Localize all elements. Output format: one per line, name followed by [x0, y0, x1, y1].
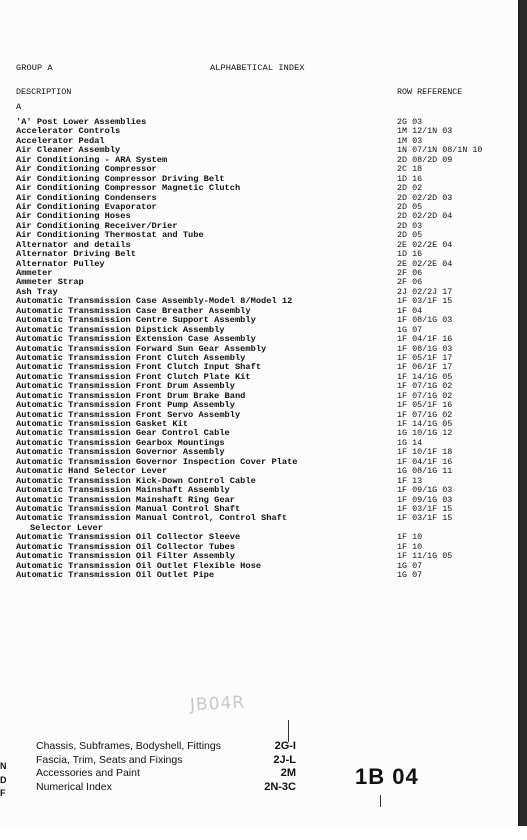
entry-row-reference: 1D 16: [397, 173, 423, 184]
margin-mark: [380, 795, 381, 807]
directory-label: Accessories and Paint: [36, 767, 140, 779]
entry-row-reference: 1F 10: [397, 541, 423, 552]
entry-description: Air Conditioning Compressor Magnetic Clutch: [16, 183, 241, 194]
entry-row-reference: 2D 03: [397, 220, 423, 231]
entry-description: Air Conditioning Hoses: [16, 211, 131, 222]
entry-description: Automatic Transmission Oil Collector Tubes: [16, 541, 235, 552]
entry-row-reference: 1M 03: [397, 135, 423, 146]
directory-row: [36, 781, 296, 795]
entry-description: Automatic Transmission Oil Filter Assembly: [16, 551, 235, 562]
entry-row-reference: 1F 11/1G 05: [397, 551, 453, 562]
directory-row: [36, 754, 296, 768]
entry-description: Automatic Transmission Centre Support Assembly: [16, 315, 256, 326]
entry-description: Automatic Transmission Oil Outlet Flexible Hose: [16, 560, 262, 571]
directory-label: Numerical Index: [36, 780, 112, 793]
entry-description: Automatic Transmission Front Clutch Input Shaft: [16, 362, 262, 373]
entry-description: Air Conditioning Evaporator: [16, 201, 157, 212]
entry-description: Automatic Hand Selector Lever: [16, 466, 168, 477]
index-row: [16, 269, 516, 278]
bottom-strip: [0, 826, 527, 840]
entry-description: Automatic Transmission Oil Outlet Pipe: [16, 570, 215, 580]
directory-row: [36, 740, 296, 754]
entry-description: Automatic Transmission Forward Sun Gear Assembly: [16, 343, 267, 354]
entry-row-reference: 2F 06: [397, 277, 423, 288]
entry-row-reference: 1F 14/1G 05: [397, 371, 453, 382]
entry-description: Automatic Transmission Gasket Kit: [16, 419, 189, 429]
entry-description: Automatic Transmission Gearbox Mountings: [16, 437, 225, 448]
entry-row-reference: 2F 06: [397, 268, 423, 278]
entry-description: Accelerator Pedal: [16, 135, 105, 146]
directory-code: 2G-I: [274, 740, 296, 752]
entry-description: Alternator Pulley: [16, 258, 105, 269]
entry-row-reference: 2D 02/2D 04: [397, 211, 453, 222]
section-letter: A: [16, 102, 22, 112]
entry-description: Ammeter: [16, 268, 53, 278]
entry-description: Alternator Driving Belt: [16, 249, 136, 260]
entry-description: Automatic Transmission Case Breather Assembly: [16, 305, 251, 316]
entry-description: Automatic Transmission Front Drum Brake Band: [16, 390, 246, 401]
entry-row-reference: 2D 02: [397, 183, 423, 194]
entry-description: Ammeter Strap: [16, 277, 84, 288]
entry-row-reference: 1F 04/1F 16: [397, 334, 453, 345]
row-reference-column-header: ROW REFERENCE: [397, 87, 463, 97]
entry-row-reference: 1F 10: [397, 532, 423, 543]
entry-row-reference: 1F 09/1G 03: [397, 494, 453, 505]
margin-mark: [288, 720, 289, 742]
entry-description: Automatic Transmission Kick-Down Control Cable: [16, 475, 256, 486]
entry-row-reference: 1D 16: [397, 249, 423, 260]
entry-row-reference: 2D 08/2D 09: [397, 154, 453, 165]
entry-row-reference: 1G 08/1G 11: [397, 466, 453, 477]
entry-row-reference: 1F 13: [397, 475, 423, 486]
entry-row-reference: 1F 04: [397, 305, 423, 316]
entry-row-reference: 2D 02/2D 03: [397, 192, 453, 203]
entry-row-reference: 1F 03/1F 15: [397, 296, 453, 307]
entry-description: Automatic Transmission Mainshaft Assembly: [16, 485, 230, 496]
page-edge: [520, 0, 527, 840]
entry-row-reference: 1F 04/1F 16: [397, 456, 453, 467]
fiche-page-code: 1B 04: [355, 764, 419, 789]
entry-row-reference: 2E 02/2E 04: [397, 258, 453, 269]
directory-label: Fascia, Trim, Seats and Fixings: [36, 753, 183, 766]
entry-description: Automatic Transmission Front Clutch Assembly: [16, 352, 246, 363]
entry-row-reference: 1F 05/1F 17: [397, 352, 453, 363]
entry-row-reference: 1F 07/1G 02: [397, 390, 453, 401]
entry-row-reference: 1M 12/1N 03: [397, 126, 453, 137]
entry-row-reference: 1F 08/1G 03: [397, 343, 453, 354]
section-directory: [36, 740, 296, 794]
entry-row-reference: 1N 07/1N 08/1N 10: [397, 145, 483, 156]
entry-row-reference: 1F 03/1F 15: [397, 513, 453, 524]
entry-description: Automatic Transmission Manual Control Shaft: [16, 503, 241, 514]
entry-description: Automatic Transmission Manual Control, Control Shaft: [16, 513, 288, 524]
entry-description: 'A' Post Lower Assemblies: [16, 117, 147, 127]
directory-code: 2M: [280, 767, 296, 779]
entry-row-reference: 1F 14/1G 05: [397, 419, 453, 429]
side-letters: [0, 760, 7, 801]
entry-description: Alternator and details: [16, 239, 131, 250]
entry-description: Automatic Transmission Governor Assembly: [16, 447, 225, 458]
entry-row-reference: 1G 10/1G 12: [397, 428, 453, 439]
entry-description: Air Conditioning Thermostat and Tube: [16, 230, 204, 241]
entry-row-reference: 1F 09/1G 03: [397, 485, 453, 496]
group-label: GROUP A: [16, 63, 53, 73]
pencil-stamp: JB04R: [189, 692, 246, 716]
entry-row-reference: 1F 10/1F 18: [397, 447, 453, 458]
index-list: [16, 118, 516, 580]
entry-description: Automatic Transmission Front Drum Assembly: [16, 381, 235, 392]
entry-row-reference: 1G 07: [397, 560, 423, 571]
directory-code: 2N-3C: [264, 780, 296, 793]
entry-row-reference: 1F 08/1G 03: [397, 315, 453, 326]
entry-row-reference: 2D 05: [397, 201, 423, 212]
description-column-header: DESCRIPTION: [16, 87, 72, 97]
side-letter: N: [0, 761, 7, 771]
entry-description: Automatic Transmission Governor Inspection Cover Plate: [16, 456, 298, 467]
entry-description: Air Conditioning Receiver/Drier: [16, 220, 178, 231]
entry-row-reference: 2D 05: [397, 230, 423, 241]
entry-description: Automatic Transmission Front Servo Assembly: [16, 409, 241, 420]
entry-description: Automatic Transmission Front Clutch Plate Kit: [16, 371, 251, 382]
side-letter: F: [0, 788, 6, 798]
entry-description: Automatic Transmission Oil Collector Sleeve: [16, 532, 241, 543]
entry-row-reference: 1G 07: [397, 324, 423, 335]
entry-description: Automatic Transmission Front Pump Assembly: [16, 400, 235, 411]
entry-row-reference: 2E 02/2E 04: [397, 239, 453, 250]
index-row: [16, 260, 516, 269]
entry-description: Air Conditioning Compressor Driving Belt: [16, 173, 225, 184]
entry-row-reference: 1F 05/1F 16: [397, 400, 453, 411]
entry-description: Air Cleaner Assembly: [16, 145, 121, 156]
entry-description: Air Conditioning Compressor: [16, 164, 157, 175]
entry-row-reference: 1F 03/1F 15: [397, 503, 453, 514]
entry-description: Automatic Transmission Gear Control Cable: [16, 428, 230, 439]
entry-row-reference: 2C 18: [397, 164, 423, 175]
entry-description: Automatic Transmission Case Assembly-Model 8/Model 12: [16, 296, 293, 307]
entry-row-reference: 1G 07: [397, 570, 423, 580]
entry-description: Air Conditioning Condensers: [16, 192, 157, 203]
entry-row-reference: 1G 14: [397, 437, 423, 448]
entry-row-reference: 2J 02/2J 17: [397, 286, 453, 297]
entry-row-reference: 1F 07/1G 02: [397, 381, 453, 392]
entry-description: Accelerator Controls: [16, 126, 121, 137]
entry-row-reference: 1F 06/1F 17: [397, 362, 453, 373]
directory-row: [36, 767, 296, 781]
entry-row-reference: 1F 07/1G 02: [397, 409, 453, 420]
entry-row-reference: 2G 03: [397, 117, 423, 127]
entry-description: Air Conditioning - ARA System: [16, 154, 168, 165]
entry-description: Ash Tray: [16, 286, 58, 297]
entry-description: Automatic Transmission Mainshaft Ring Gear: [16, 494, 235, 505]
index-row: [16, 571, 516, 580]
side-letter: D: [0, 774, 7, 785]
page-title: ALPHABETICAL INDEX: [210, 63, 305, 73]
entry-description: Automatic Transmission Extension Case Assembly: [16, 334, 256, 345]
directory-label: Chassis, Subframes, Bodyshell, Fittings: [36, 740, 221, 752]
entry-description: Automatic Transmission Dipstick Assembly: [16, 324, 225, 335]
directory-code: 2J-L: [273, 753, 296, 766]
entry-description: Selector Lever: [30, 522, 103, 533]
